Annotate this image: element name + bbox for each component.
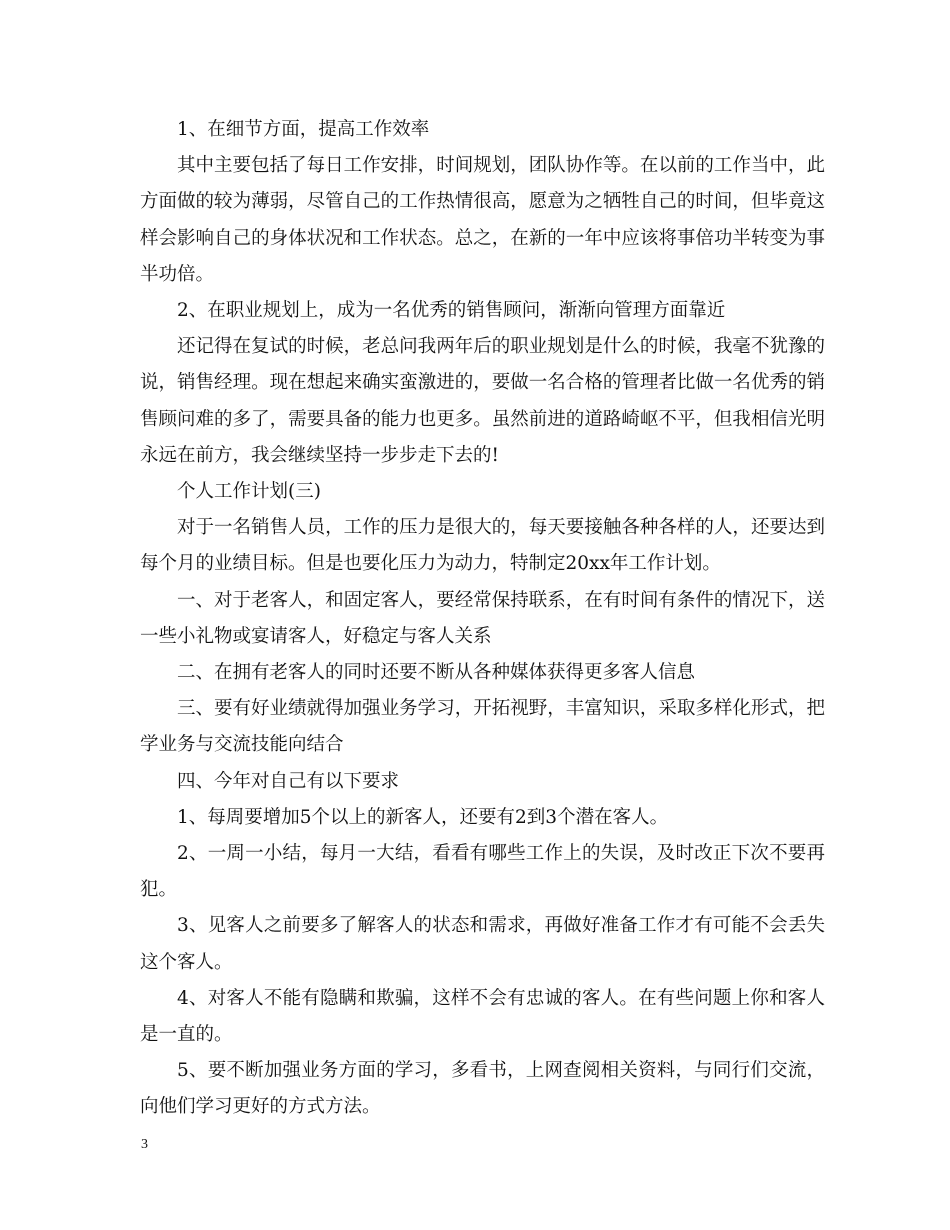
- paragraph-heading-1: 1、在细节方面，提高工作效率: [177, 119, 430, 140]
- page-number: 3: [141, 1137, 148, 1152]
- requirement-item-4: 4、对客人不能有隐瞒和欺骗，这样不会有忠诚的客人。在有些问题上你和客人是一直的。: [140, 987, 825, 1046]
- document-body: [140, 112, 825, 1126]
- list-item-four: 四、今年对自己有以下要求: [177, 770, 400, 792]
- requirement-item-2: 2、一周一小结，每月一大结，看看有哪些工作上的失误，及时改正下次不要再犯。: [140, 843, 825, 901]
- list-item-one: 一、对于老客人，和固定客人，要经常保持联系，在有时间有条件的情况下，送一些小礼物或宴请客人，好稳定与客人关系: [140, 589, 825, 647]
- section-title: 个人工作计划(三): [177, 481, 321, 503]
- paragraph-body-1: 其中主要包括了每日工作安排，时间规划，团队协作等。在以前的工作当中，此方面做的较为薄弱，尽管自己的工作热情很高，愿意为之牺牲自己的时间，但毕竟这样会影响自己的身体状况和工作状态。总之，在新的一年中应该将事倍功半转变为事半功倍。: [140, 155, 825, 285]
- paragraph-intro: 对于一名销售人员，工作的压力是很大的，每天要接触各种各样的人，还要达到每个月的业绩目标。但是也要化压力为动力，特制定20xx年工作计划。: [140, 517, 825, 575]
- requirement-item-5: 5、要不断加强业务方面的学习，多看书，上网查阅相关资料，与同行们交流，向他们学习更好的方式方法。: [140, 1060, 825, 1118]
- paragraph-heading-2: 2、在职业规划上，成为一名优秀的销售顾问，渐渐向管理方面靠近: [177, 300, 726, 322]
- list-item-three: 三、要有好业绩就得加强业务学习，开拓视野，丰富知识，采取多样化形式，把学业务与交流技能向结合: [140, 698, 825, 756]
- list-item-two: 二、在拥有老客人的同时还要不断从各种媒体获得更多客人信息: [177, 662, 696, 684]
- paragraph-body-2: 还记得在复试的时候，老总问我两年后的职业规划是什么的时候，我毫不犹豫的说，销售经理。现在想起来确实蛮激进的，要做一名合格的管理者比做一名优秀的销售顾问难的多了，需要具备的能力也更多。虽然前进的道路崎岖不平，但我相信光明永远在前方，我会继续坚持一步步走下去的!: [140, 336, 825, 466]
- requirement-item-1: 1、每周要增加5个以上的新客人，还要有2到3个潜在客人。: [177, 806, 669, 828]
- requirement-item-3: 3、见客人之前要多了解客人的状态和需求，再做好准备工作才有可能不会丢失这个客人。: [140, 915, 825, 973]
